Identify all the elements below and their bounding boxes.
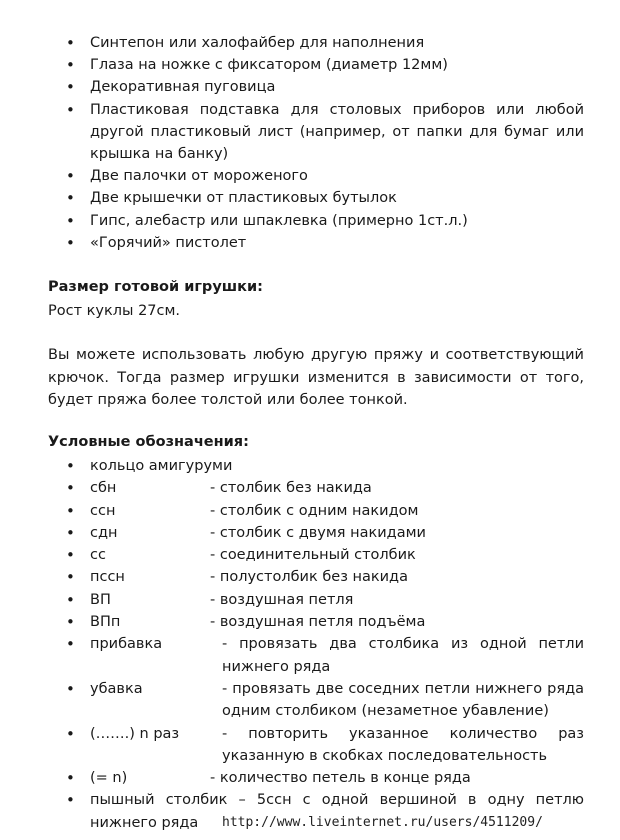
list-item bbox=[0, 500, 584, 522]
list-item bbox=[0, 767, 584, 789]
legend-desc: - столбик с двумя накидами bbox=[210, 524, 426, 541]
legend-desc: - количество петель в конце ряда bbox=[210, 770, 471, 787]
list-item bbox=[0, 611, 584, 633]
list-item: • пышный столбик – 5ссн с одной вершиной в одну петлю нижнего ряда bbox=[0, 789, 584, 834]
legend-code: ВПп bbox=[90, 614, 121, 631]
legend-code: • прибавка bbox=[90, 636, 163, 653]
legend-code: ссн bbox=[90, 502, 116, 519]
list-item: • «Горячий» пистолет bbox=[0, 232, 584, 254]
legend-code: пссн bbox=[90, 569, 125, 586]
legend-desc: - воздушная петля bbox=[210, 591, 354, 608]
list-item bbox=[0, 477, 584, 499]
legend-desc: - столбик с одним накидом bbox=[210, 502, 419, 519]
legend-code: ВП bbox=[90, 591, 111, 608]
legend-desc: - воздушная петля подъёма bbox=[210, 614, 426, 631]
legend-desc: - провязать две соседних петли нижнего ряда одним столбиком (незаметное убавление) bbox=[222, 680, 584, 720]
legend-code: • убавка bbox=[90, 680, 143, 697]
list-item bbox=[0, 678, 584, 723]
list-item bbox=[0, 566, 584, 588]
legend-code: сдн bbox=[90, 524, 118, 541]
watermark-url: http://www.liveinternet.ru/users/4511209/ bbox=[222, 815, 543, 830]
list-item: • Синтепон или халофайбер для наполнения bbox=[0, 32, 584, 54]
list-item: • Пластиковая подставка для столовых приборов или любой другой пластиковый лист (например, от папки для бумаг или крышка на банку) bbox=[0, 99, 584, 166]
legend-code: (= n) bbox=[90, 770, 128, 787]
list-item bbox=[0, 589, 584, 611]
list-item: • Глаза на ножке с фиксатором (диаметр 12мм) bbox=[0, 54, 584, 76]
list-item bbox=[0, 544, 584, 566]
legend-code: • (…….) n раз bbox=[90, 725, 180, 742]
legend-heading: Условные обозначения: bbox=[48, 434, 249, 450]
list-item bbox=[0, 522, 584, 544]
legend-desc: - столбик без накида bbox=[210, 480, 372, 497]
size-heading: Размер готовой игрушки: bbox=[48, 279, 263, 295]
list-item: • Две палочки от мороженого bbox=[0, 165, 584, 187]
legend-code: сбн bbox=[90, 480, 117, 497]
materials-list bbox=[0, 32, 584, 254]
legend-desc: - повторить указанное количество раз указанную в скобках последовательность bbox=[222, 725, 584, 764]
legend-list bbox=[0, 455, 584, 834]
list-item bbox=[0, 633, 584, 678]
list-item: • Декоративная пуговица bbox=[0, 76, 584, 98]
note-paragraph: Вы можете использовать любую другую пряжу и соответствующий крючок. Тогда размер игрушки изменится в зависимости от того, будет пряжа более толстой или более тонкой. bbox=[48, 347, 584, 408]
list-item: • Гипс, алебастр или шпаклевка (примерно 1ст.л.) bbox=[0, 210, 584, 232]
legend-desc: - провязать два столбика из одной петли нижнего ряда bbox=[222, 636, 584, 675]
list-item bbox=[0, 723, 584, 768]
list-item: • Две крышечки от пластиковых бутылок bbox=[0, 187, 584, 209]
list-item: • кольцо амигуруми bbox=[0, 455, 584, 477]
legend-code: сс bbox=[90, 547, 106, 564]
size-text: Рост куклы 27см. bbox=[48, 303, 181, 319]
legend-desc: - полустолбик без накида bbox=[210, 569, 408, 586]
legend-desc: - соединительный столбик bbox=[210, 547, 416, 564]
